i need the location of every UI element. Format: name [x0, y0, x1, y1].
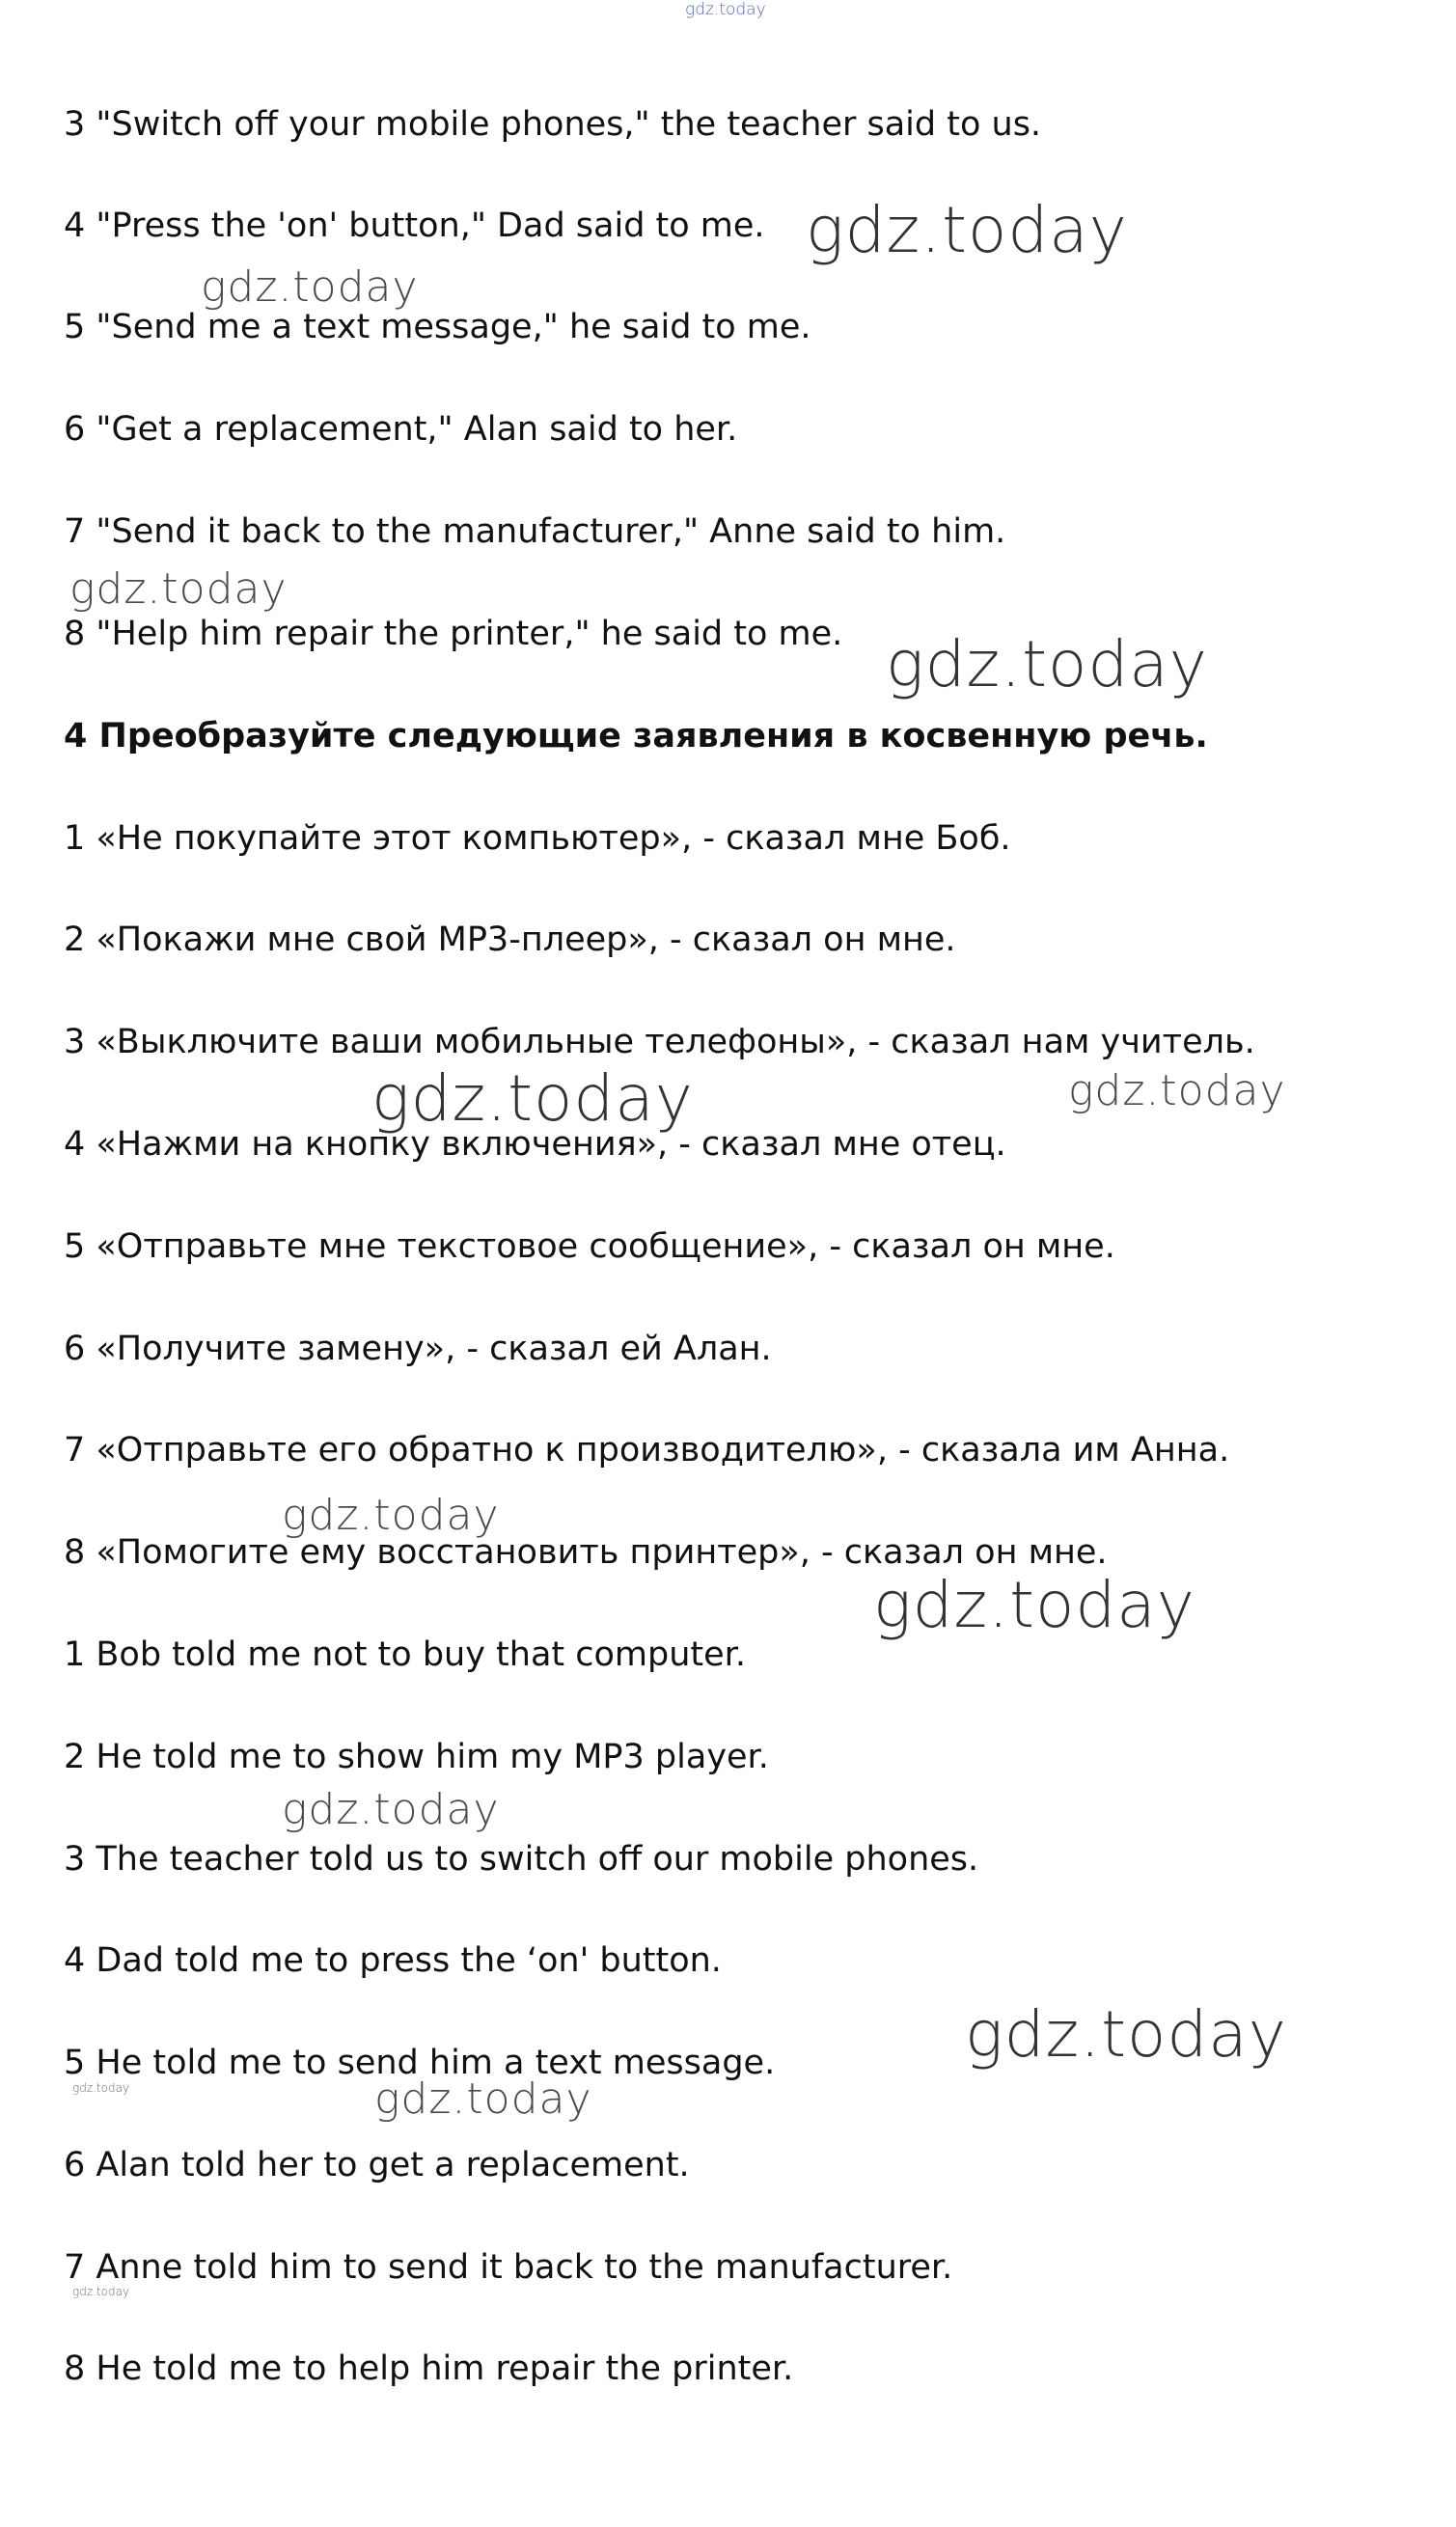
russian-line-6: 6 «Получите замену», - сказал ей Алан.: [64, 1330, 772, 1368]
answer-line-8: 8 He told me to help him repair the printer.: [64, 2349, 794, 2388]
russian-line-1: 1 «Не покупайте этот компьютер», - сказал мне Боб.: [64, 819, 1011, 858]
answer-line-7: 7 Anne told him to send it back to the manufacturer.: [64, 2248, 953, 2287]
russian-line-5: 5 «Отправьте мне текстовое сообщение», - сказал он мне.: [64, 1227, 1115, 1266]
answer-line-6: 6 Alan told her to get a replacement.: [64, 2146, 690, 2184]
watermark: gdz.today: [69, 564, 288, 614]
watermark: gdz.today: [201, 262, 419, 312]
exercise3-line-6: 6 "Get a replacement," Alan said to her.: [64, 410, 738, 449]
answer-line-4: 4 Dad told me to press the ‘on' button.: [64, 1941, 722, 1980]
exercise3-line-3: 3 "Switch off your mobile phones," the teacher said to us.: [64, 105, 1042, 144]
watermark: gdz.today: [282, 1491, 500, 1540]
watermark: gdz.today: [371, 1061, 694, 1136]
watermark-top: gdz.today: [685, 0, 766, 19]
watermark: gdz.today: [886, 627, 1208, 701]
watermark: gdz.today: [72, 2285, 130, 2298]
watermark: gdz.today: [282, 1785, 500, 1834]
watermark: gdz.today: [1068, 1066, 1286, 1115]
exercise3-line-7: 7 "Send it back to the manufacturer," Anne said to him.: [64, 512, 1006, 551]
answer-line-1: 1 Bob told me not to buy that computer.: [64, 1635, 746, 1674]
answer-line-5: 5 He told me to send him a text message.: [64, 2044, 776, 2082]
watermark: gdz.today: [806, 193, 1128, 267]
russian-line-2: 2 «Покажи мне свой MP3-плеер», - сказал он мне.: [64, 920, 956, 959]
exercise3-line-4: 4 "Press the 'on' button," Dad said to me.: [64, 206, 765, 245]
russian-line-3: 3 «Выключите ваши мобильные телефоны», - сказал нам учитель.: [64, 1023, 1255, 1061]
answer-line-2: 2 He told me to show him my MP3 player.: [64, 1738, 769, 1776]
exercise3-line-5: 5 "Send me a text message," he said to me.: [64, 308, 811, 346]
russian-line-4: 4 «Нажми на кнопку включения», - сказал мне отец.: [64, 1125, 1006, 1164]
exercise3-line-8: 8 "Help him repair the printer," he said to me.: [64, 615, 843, 653]
russian-line-7: 7 «Отправьте его обратно к производителю», - сказала им Анна.: [64, 1431, 1230, 1470]
watermark: gdz.today: [72, 2081, 130, 2095]
answer-line-3: 3 The teacher told us to switch off our mobile phones.: [64, 1840, 979, 1879]
watermark: gdz.today: [873, 1568, 1195, 1642]
watermark: gdz.today: [374, 2074, 592, 2124]
exercise4-heading: 4 Преобразуйте следующие заявления в косвенную речь.: [64, 717, 1208, 755]
watermark: gdz.today: [965, 1997, 1287, 2072]
russian-line-8: 8 «Помогите ему восстановить принтер», - сказал он мне.: [64, 1533, 1108, 1572]
